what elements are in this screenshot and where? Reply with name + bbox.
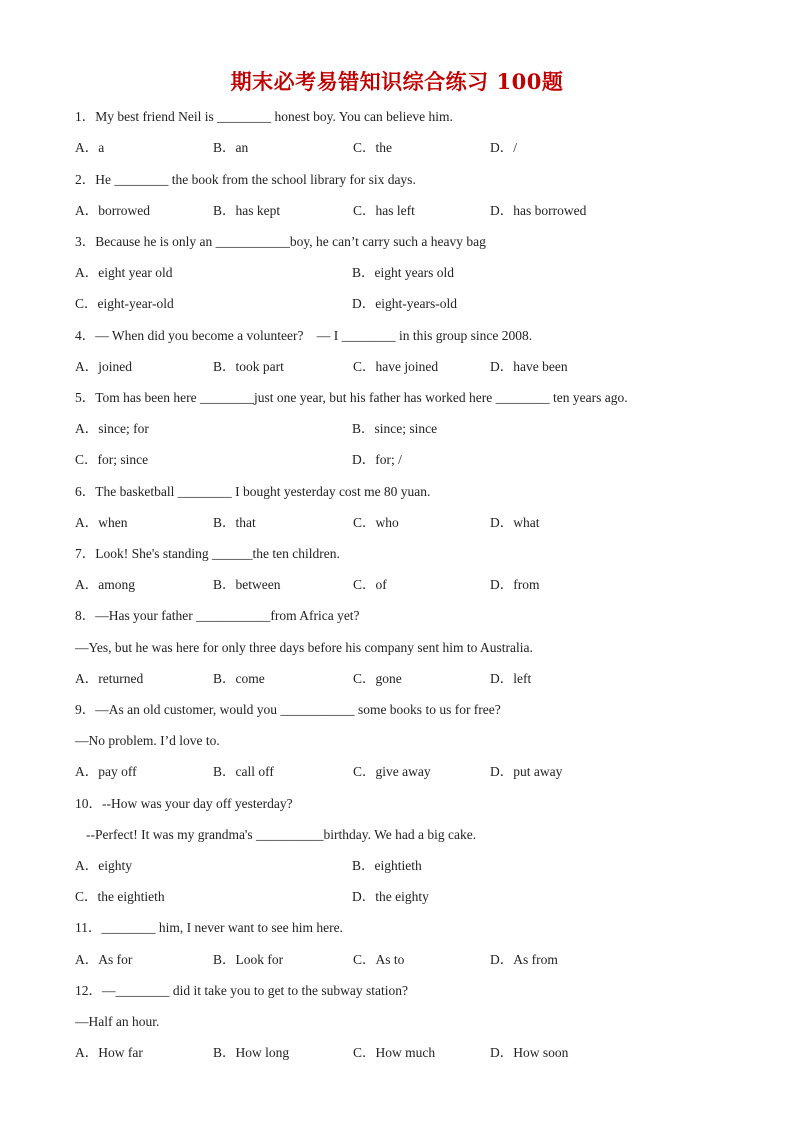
option-d[interactable]: D．eight-years-old: [352, 296, 457, 311]
option-c[interactable]: C．for; since: [75, 452, 149, 467]
option-a[interactable]: A．borrowed: [75, 203, 150, 218]
option-c[interactable]: C．has left: [353, 203, 415, 218]
options-q9: [75, 762, 755, 782]
option-a[interactable]: A．since; for: [75, 421, 149, 436]
option-b[interactable]: B．an: [213, 140, 249, 155]
options-q8: [75, 669, 755, 689]
option-b[interactable]: B．between: [213, 577, 281, 592]
options-q7: [75, 575, 755, 595]
options-q5-row1: [75, 419, 755, 439]
option-d[interactable]: D．put away: [490, 764, 563, 779]
option-c[interactable]: C．give away: [353, 764, 431, 779]
option-b[interactable]: B．has kept: [213, 203, 281, 218]
question-11: 11．________ him, I never want to see him here.: [75, 920, 343, 935]
question-12: 12．—________ did it take you to get to the subway station?: [75, 983, 408, 998]
question-4: 4．— When did you become a volunteer? — I ________ in this group since 2008.: [75, 328, 533, 343]
question-5: 5．Tom has been here ________just one year, but his father has worked here ________ ten years ago.: [75, 390, 628, 405]
option-b[interactable]: B．call off: [213, 764, 274, 779]
option-c[interactable]: C．How much: [353, 1045, 436, 1060]
option-a[interactable]: A．a: [75, 140, 105, 155]
question-9: 9．—As an old customer, would you ___________ some books to us for free?: [75, 702, 501, 717]
options-q3-row1: [75, 263, 755, 283]
option-b[interactable]: B．since; since: [352, 421, 438, 436]
option-d[interactable]: D．what: [490, 515, 540, 530]
option-a[interactable]: A．pay off: [75, 764, 137, 779]
question-10-reply: --Perfect! It was my grandma's __________birthday. We had a big cake.: [86, 827, 477, 842]
options-q4: [75, 357, 755, 377]
option-a[interactable]: A．How far: [75, 1045, 143, 1060]
question-6: 6．The basketball ________ I bought yesterday cost me 80 yuan.: [75, 484, 431, 499]
question-3: 3．Because he is only an ___________boy, he can’t carry such a heavy bag: [75, 234, 486, 249]
option-c[interactable]: C．the eightieth: [75, 889, 165, 904]
option-a[interactable]: A．eight year old: [75, 265, 173, 280]
option-b[interactable]: B．How long: [213, 1045, 290, 1060]
question-7: 7．Look! She's standing ______the ten children.: [75, 546, 340, 561]
option-b[interactable]: B．Look for: [213, 952, 284, 967]
option-d[interactable]: D．left: [490, 671, 532, 686]
options-q12: [75, 1043, 755, 1063]
question-8: 8．—Has your father ___________from Africa yet?: [75, 608, 360, 623]
options-q10-row1: [75, 856, 755, 876]
options-q1: [75, 138, 755, 158]
option-d[interactable]: D．for; /: [352, 452, 402, 467]
option-c[interactable]: C．eight-year-old: [75, 296, 174, 311]
question-2: 2．He ________ the book from the school library for six days.: [75, 172, 416, 187]
option-a[interactable]: A．eighty: [75, 858, 132, 873]
option-c[interactable]: C．who: [353, 515, 399, 530]
option-c[interactable]: C．As to: [353, 952, 405, 967]
option-d[interactable]: D．has borrowed: [490, 203, 587, 218]
options-q5-row2: [75, 450, 755, 470]
option-a[interactable]: A．joined: [75, 359, 132, 374]
options-q10-row2: [75, 887, 755, 907]
option-b[interactable]: B．took part: [213, 359, 284, 374]
option-d[interactable]: D．the eighty: [352, 889, 429, 904]
option-d[interactable]: D．As from: [490, 952, 558, 967]
question-10: 10．--How was your day off yesterday?: [75, 796, 293, 811]
options-q2: [75, 201, 755, 221]
page-title: 期末必考易错知识综合练习 100题: [230, 69, 564, 94]
option-d[interactable]: D．How soon: [490, 1045, 569, 1060]
option-b[interactable]: B．come: [213, 671, 265, 686]
question-8-reply: —Yes, but he was here for only three days before his company sent him to Australia.: [75, 640, 533, 655]
options-q11: [75, 950, 755, 970]
option-b[interactable]: B．eightieth: [352, 858, 422, 873]
option-c[interactable]: C．have joined: [353, 359, 439, 374]
option-d[interactable]: D．/: [490, 140, 517, 155]
options-q6: [75, 513, 755, 533]
option-b[interactable]: B．that: [213, 515, 256, 530]
option-c[interactable]: C．the: [353, 140, 392, 155]
question-1: 1．My best friend Neil is ________ honest boy. You can believe him.: [75, 109, 453, 124]
question-9-reply: —No problem. I’d love to.: [75, 733, 220, 748]
option-b[interactable]: B．eight years old: [352, 265, 454, 280]
option-d[interactable]: D．have been: [490, 359, 568, 374]
option-d[interactable]: D．from: [490, 577, 540, 592]
option-a[interactable]: A．when: [75, 515, 128, 530]
option-a[interactable]: A．As for: [75, 952, 133, 967]
question-12-reply: —Half an hour.: [75, 1014, 160, 1029]
option-c[interactable]: C．of: [353, 577, 387, 592]
options-q3-row2: [75, 294, 755, 314]
option-a[interactable]: A．returned: [75, 671, 144, 686]
option-a[interactable]: A．among: [75, 577, 135, 592]
option-c[interactable]: C．gone: [353, 671, 402, 686]
